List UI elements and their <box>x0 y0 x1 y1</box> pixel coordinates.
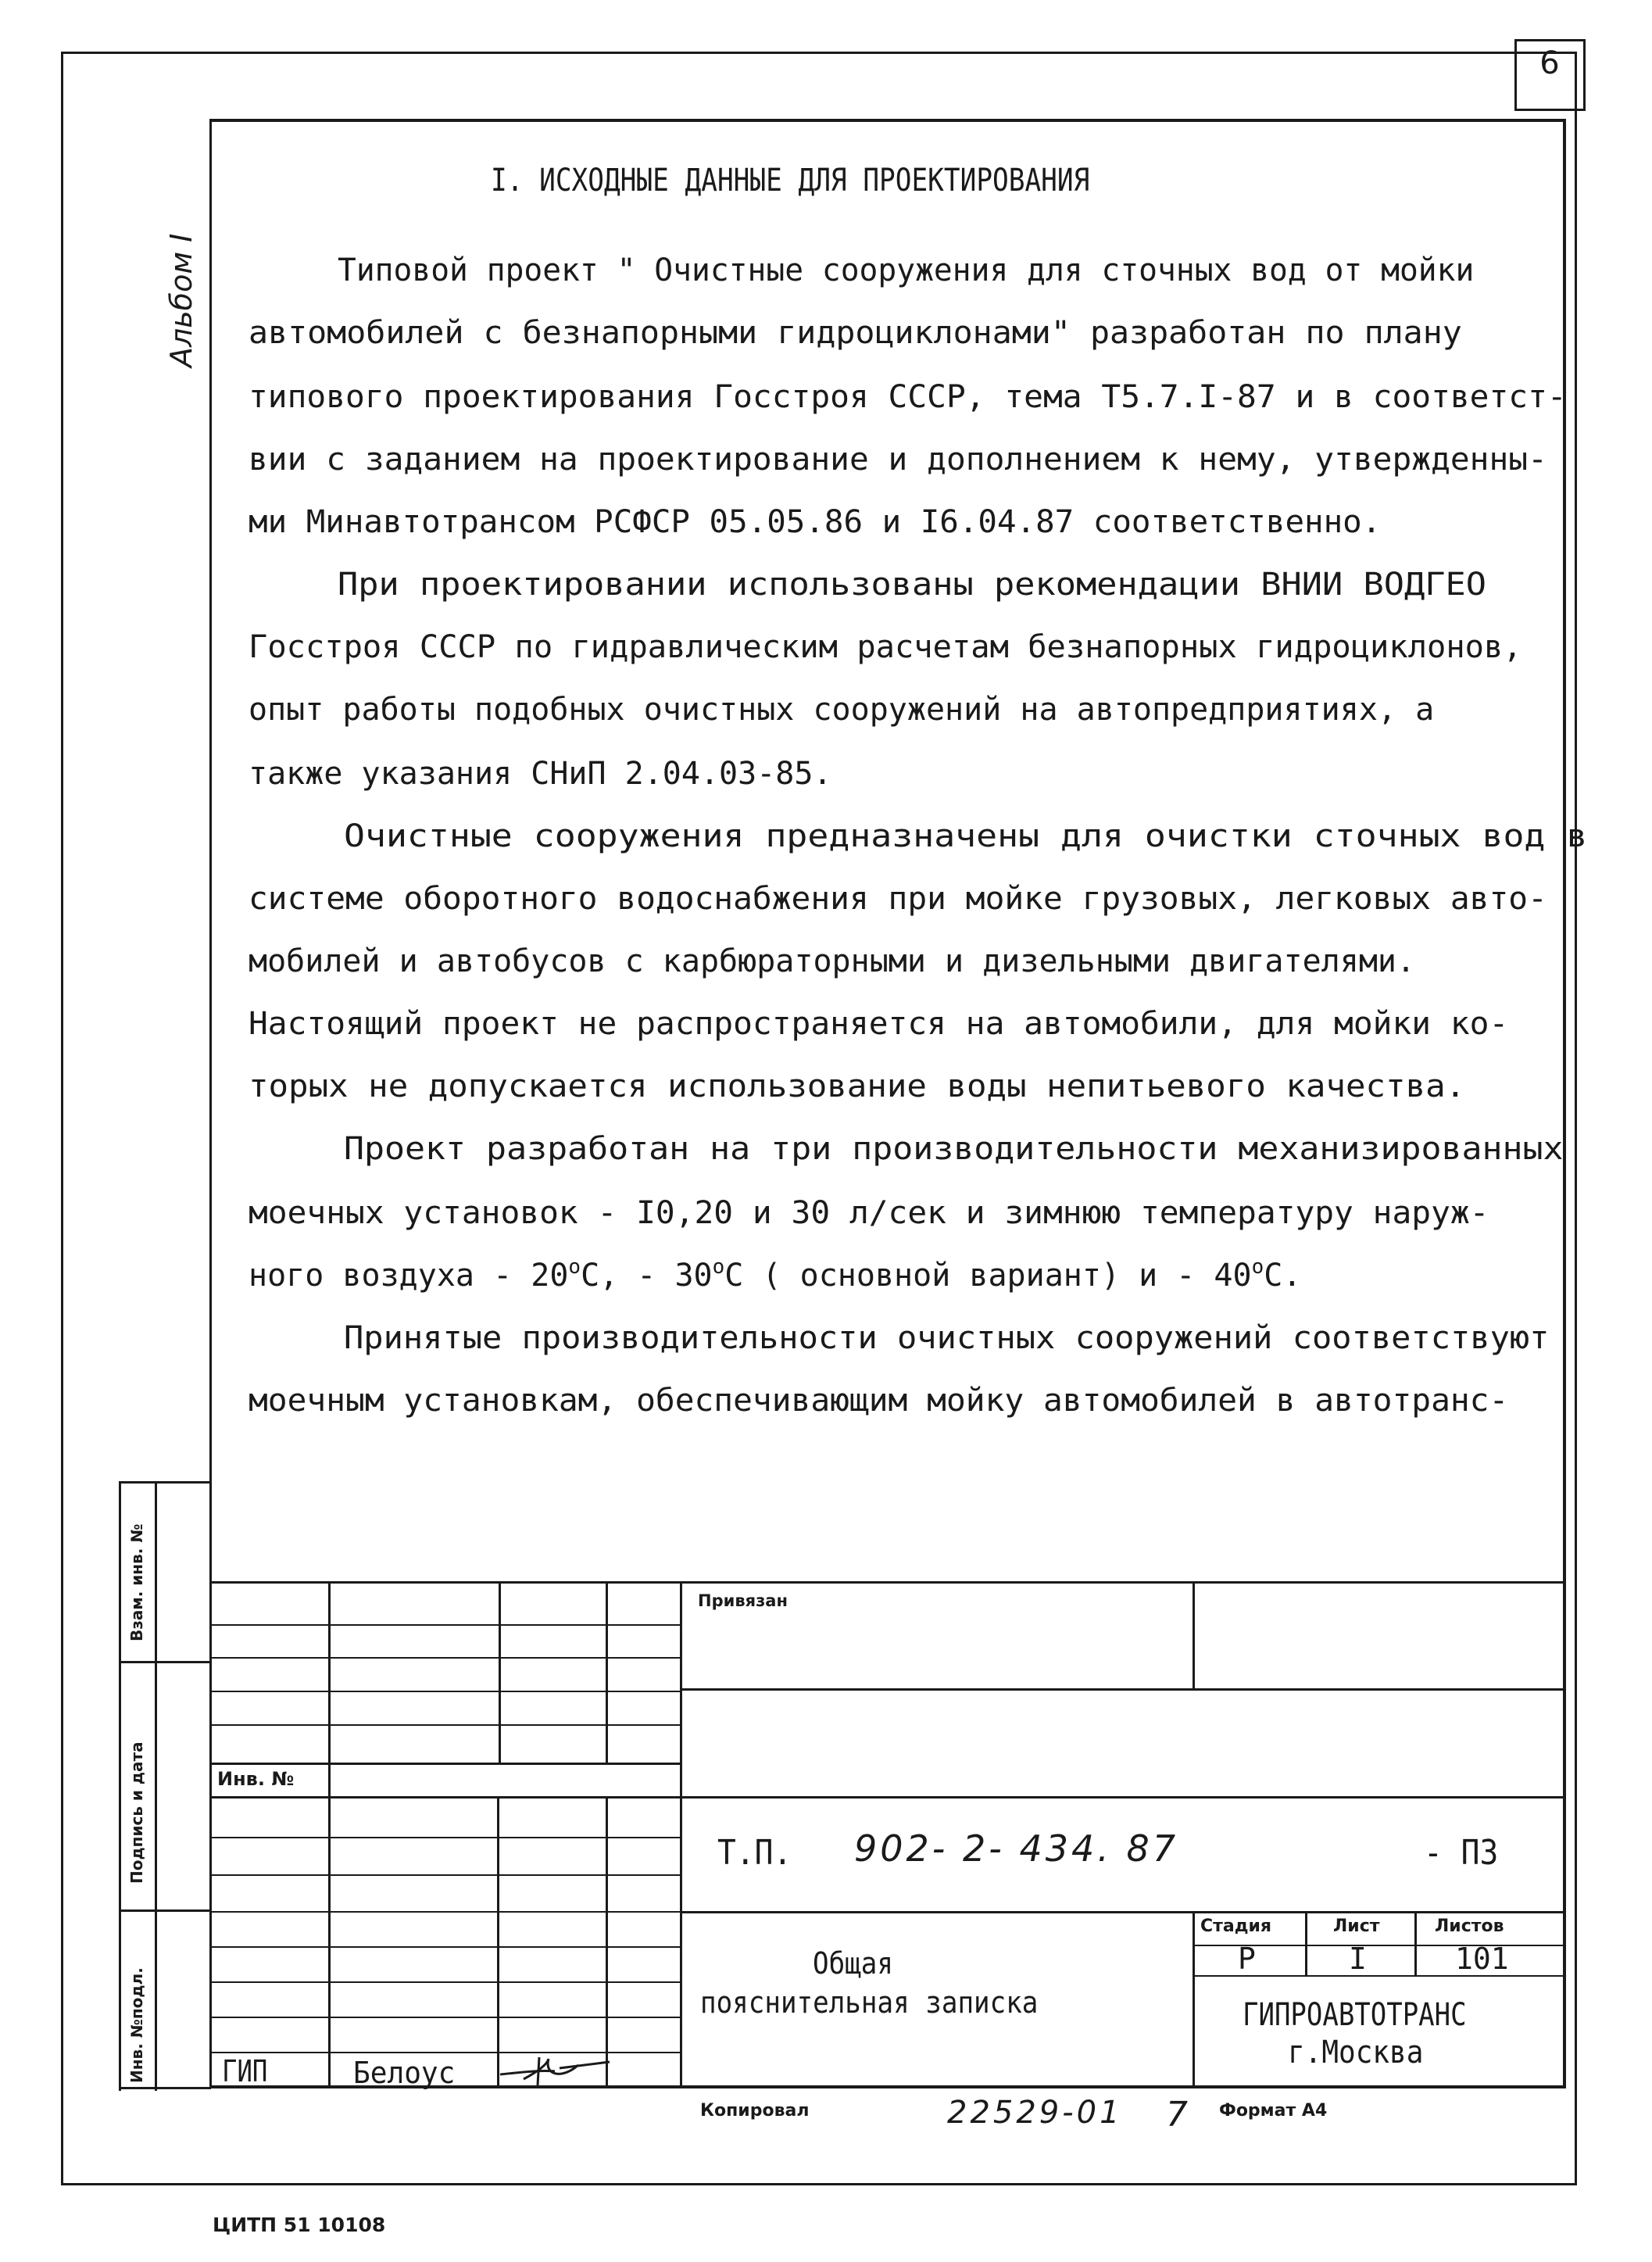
inv-podl-label: Инв. №подл. <box>127 1967 146 2083</box>
tb-line <box>209 1796 681 1799</box>
inner-frame-left <box>209 119 212 2088</box>
paragraph-line: автомобилей с безнапорными гидроциклонами" разработан по плану <box>249 315 1462 351</box>
tb-line <box>209 1657 681 1659</box>
section-heading: I. ИСХОДНЫЕ ДАННЫЕ ДЛЯ ПРОЕКТИРОВАНИЯ <box>491 163 1090 199</box>
tb-line <box>499 1581 501 1764</box>
podpis-data-label: Подпись и дата <box>127 1741 146 1884</box>
paragraph-line: мобилей и автобусов с карбюраторными и дизельными двигателями. <box>249 943 1416 979</box>
tb-line <box>209 1624 681 1626</box>
paragraph-line: моечных установок - I0,20 и 30 л/сек и зимнюю температуру наруж- <box>249 1195 1489 1231</box>
tb-line <box>1414 1911 1417 1977</box>
tb-line <box>209 1724 681 1726</box>
tb-line <box>209 1946 681 1948</box>
tb-line <box>680 1688 1565 1691</box>
paragraph-line: системе оборотного водоснабжения при мойке грузовых, легковых авто- <box>249 881 1547 917</box>
gip-name: Белоус <box>353 2056 456 2090</box>
stage-header: Стадия <box>1200 1917 1272 1936</box>
doc-title-line1: Общая <box>813 1946 893 1981</box>
tb-line <box>1305 1911 1307 1977</box>
paragraph-line: моечным установкам, обеспечивающим мойку автомобилей в автотранс- <box>249 1383 1509 1419</box>
outer-border-bottom <box>61 2183 1577 2185</box>
tb-line <box>1193 1911 1195 2088</box>
paragraph-line: Принятые производительности очистных сооружений соответствуют <box>344 1320 1550 1356</box>
side-stamp-bottom <box>119 2087 211 2089</box>
copy-number: 22529-01 <box>947 2095 1123 2131</box>
album-label: Альбом I <box>164 233 198 367</box>
sheet-box-top <box>1514 39 1585 41</box>
inv-no-label: Инв. № <box>217 1768 295 1790</box>
vzam-inv-label: Взам. инв. № <box>127 1523 146 1641</box>
sheet-header: Лист <box>1333 1917 1380 1936</box>
privyazan-label: Привязан <box>698 1591 788 1610</box>
tb-line <box>209 1981 681 1983</box>
org-name: ГИПРОАВТОТРАНС <box>1243 1997 1467 2033</box>
stage-value: Р <box>1238 1942 1256 1976</box>
side-stamp-top <box>119 1481 211 1484</box>
side-stamp-sep1 <box>119 1661 211 1663</box>
tb-line <box>209 1691 681 1692</box>
tb-line <box>209 1837 681 1838</box>
sheets-value: 101 <box>1455 1942 1509 1976</box>
paragraph-line: также указания СНиП 2.04.03-85. <box>249 756 832 792</box>
paragraph-line: Очистные сооружения предназначены для очистки сточных вод в <box>344 818 1588 854</box>
tb-line <box>209 1911 681 1913</box>
paragraph-line: Настоящий проект не распространяется на автомобили, для мойки ко- <box>249 1006 1509 1042</box>
gip-role: ГИП <box>222 2054 268 2088</box>
paragraph-line: Типовой проект " Очистные сооружения для сточных вод от мойки <box>338 252 1475 288</box>
side-stamp-outer-left <box>119 1481 121 2091</box>
printer-code: ЦИТП 51 10108 <box>213 2214 386 2236</box>
signature <box>492 2042 617 2096</box>
copy-index: 7 <box>1166 2095 1188 2135</box>
inner-frame-top <box>209 119 1565 122</box>
paragraph-line: опыт работы подобных очистных сооружений на автопредприятиях, а <box>249 692 1435 728</box>
tb-line <box>209 1874 681 1876</box>
temperature-line: ного воздуха - 20$^o$C, - 30$^o$C ( основной вариант) и - 40$^o$C. <box>249 1255 1302 1294</box>
paragraph-line: вии с заданием на проектирование и дополнением к нему, утвержденны- <box>249 442 1547 478</box>
doc-suffix: - ПЗ <box>1424 1833 1499 1873</box>
paragraph-line: ми Минавтотрансом РСФСР 05.05.86 и I6.04.87 соответственно. <box>249 504 1382 540</box>
doc-number: 902- 2- 434. 87 <box>854 1827 1179 1870</box>
doc-prefix: Т.П. <box>717 1833 792 1873</box>
tb-line <box>209 2017 681 2018</box>
tb-line <box>680 1911 1565 1913</box>
copied-label: Копировал <box>700 2101 810 2121</box>
doc-title-line2: пояснительная записка <box>700 1985 1039 2020</box>
paragraph-line: При проектировании использованы рекомендации ВНИИ ВОДГЕО <box>338 567 1486 603</box>
side-stamp-sep2 <box>119 1909 211 1912</box>
sheet-number: 6 <box>1539 45 1560 81</box>
tb-line <box>606 1581 608 1764</box>
sheet-box-bottom <box>1514 109 1585 111</box>
outer-border-top <box>61 52 1577 54</box>
side-stamp-divider <box>155 1481 157 2091</box>
outer-border-right <box>1575 52 1577 2185</box>
tb-line <box>1193 1581 1195 1691</box>
paragraph-line: Проект разработан на три производительности механизированных <box>344 1131 1564 1167</box>
sheet-value: I <box>1349 1942 1367 1976</box>
tb-line <box>209 1763 681 1765</box>
tb-line <box>680 1796 1565 1799</box>
outer-border-left <box>61 52 63 2185</box>
tb-line <box>209 1581 1565 1584</box>
org-city: г.Москва <box>1288 2035 1424 2071</box>
paragraph-line: Госстроя СССР по гидравлическим расчетам безнапорных гидроциклонов, <box>249 629 1522 665</box>
paragraph-line: типового проектирования Госстроя СССР, тема Т5.7.I-87 и в соответст- <box>249 379 1567 415</box>
format-label: Формат А4 <box>1219 2101 1328 2121</box>
sheets-header: Листов <box>1435 1917 1504 1936</box>
tb-line <box>328 1581 331 2088</box>
paragraph-line: торых не допускается использование воды непитьевого качества. <box>249 1068 1466 1104</box>
